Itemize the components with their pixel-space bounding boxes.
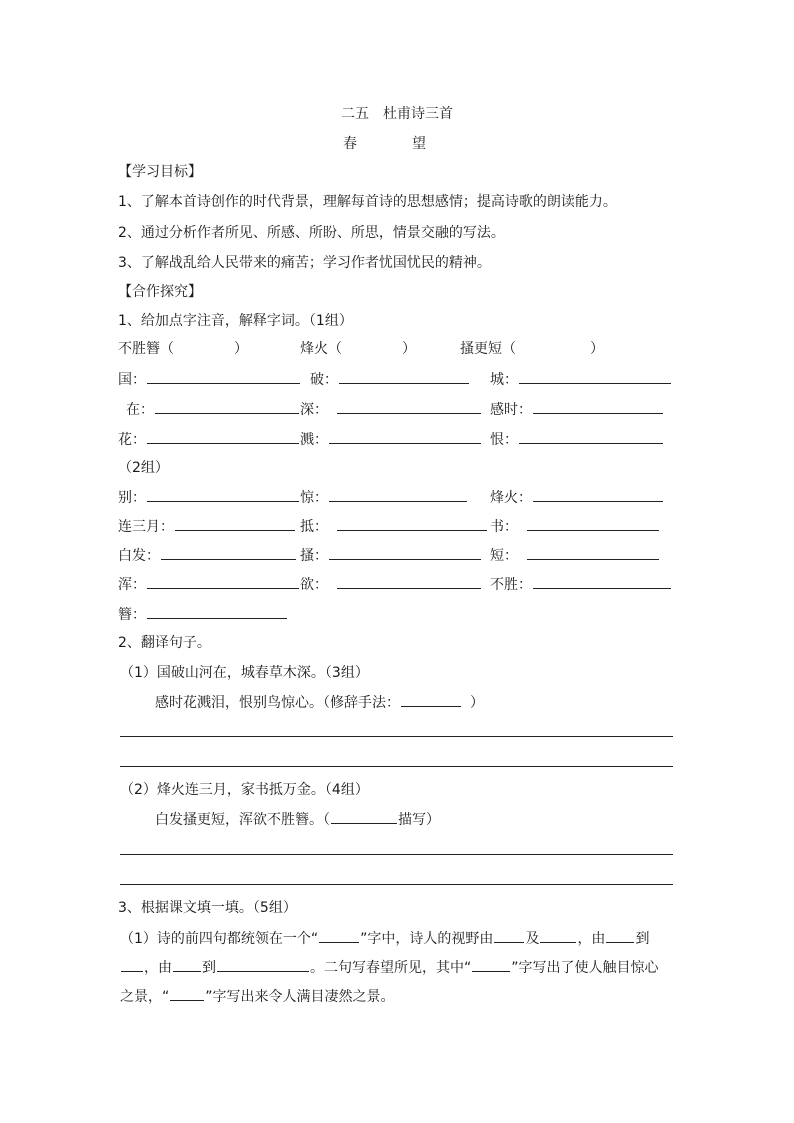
pinyin-word: 烽火（: [300, 341, 342, 357]
pinyin-field: [118, 340, 248, 358]
answer-blank[interactable]: [147, 575, 299, 589]
word-field: [118, 605, 288, 624]
word-label: 搔：: [300, 548, 328, 564]
word-field: [300, 400, 482, 419]
sentence-text: ）: [470, 695, 484, 711]
rhetoric-blank[interactable]: [401, 693, 461, 707]
word-label: 白发：: [118, 548, 160, 564]
word-field: [300, 488, 468, 507]
answer-blank[interactable]: [329, 546, 481, 560]
fill-line-1: [120, 929, 649, 948]
answer-blank[interactable]: [175, 517, 295, 531]
sentence-text: 白发搔更短，浑欲不胜簪。（: [155, 812, 330, 828]
word-field: [118, 488, 300, 507]
word-label: 短：: [490, 548, 518, 564]
fill-blank[interactable]: [121, 958, 143, 972]
word-field: [490, 546, 660, 565]
word-label: 在：: [126, 402, 154, 418]
word-label: 国：: [118, 372, 146, 388]
lesson-title: 二五 杜甫诗三首: [341, 106, 453, 122]
writing-line[interactable]: [120, 854, 673, 855]
question-2: 2、翻译句子。: [118, 635, 211, 651]
word-field: [118, 546, 297, 565]
answer-blank[interactable]: [161, 546, 296, 560]
answer-blank[interactable]: [147, 370, 300, 384]
goal-item: 2、通过分析作者所见、所感、所盼、所思，情景交融的写法。: [118, 225, 505, 241]
fill-text: 到: [202, 960, 216, 976]
translate-sentence-2b: [155, 810, 440, 829]
word-field: [118, 575, 300, 594]
word-label: 破：: [310, 372, 338, 388]
word-field: [118, 430, 300, 449]
fill-blank[interactable]: [472, 958, 510, 972]
fill-text: ”字写出了使人触目惊心: [511, 960, 659, 976]
sentence-text: 描写）: [398, 812, 440, 828]
word-label: 感时：: [490, 402, 532, 418]
word-field: [490, 430, 664, 449]
answer-blank[interactable]: [519, 430, 663, 444]
writing-line[interactable]: [120, 884, 673, 885]
pinyin-close: ）: [590, 341, 604, 357]
description-blank[interactable]: [331, 810, 397, 824]
word-field: [118, 517, 296, 536]
fill-line-2: [120, 958, 659, 977]
answer-blank[interactable]: [337, 517, 487, 531]
word-label: 花：: [118, 432, 146, 448]
goal-item: 1、了解本首诗创作的时代背景，理解每首诗的思想感情；提高诗歌的朗读能力。: [118, 194, 617, 210]
word-label: 溅：: [300, 432, 328, 448]
word-label: 别：: [118, 490, 146, 506]
goal-item: 3、了解战乱给人民带来的痛苦；学习作者忧国忧民的精神。: [118, 255, 491, 271]
word-field: [126, 400, 300, 419]
word-field: [310, 370, 470, 389]
answer-blank[interactable]: [533, 575, 671, 589]
question-1: 1、给加点字注音，解释字词。（1组）: [118, 313, 353, 329]
fill-blank[interactable]: [319, 929, 359, 943]
word-field: [490, 575, 672, 594]
answer-blank[interactable]: [533, 488, 663, 502]
word-field: [490, 488, 664, 507]
sentence-text: 感时花溅泪，恨别鸟惊心。（修辞手法：: [155, 695, 400, 711]
answer-blank[interactable]: [519, 370, 671, 384]
answer-blank[interactable]: [527, 546, 659, 560]
word-label: 惊：: [300, 490, 328, 506]
fill-text: 。二句写春望所见，其中“: [310, 960, 472, 976]
writing-line[interactable]: [120, 766, 673, 767]
word-field: [118, 370, 301, 389]
answer-blank[interactable]: [527, 517, 659, 531]
word-field: [490, 517, 660, 536]
pinyin-field: [300, 340, 416, 358]
answer-blank[interactable]: [337, 400, 481, 414]
explore-heading: 【合作探究】: [118, 284, 202, 300]
fill-text: 及: [525, 931, 540, 947]
translate-sentence-1b: [155, 693, 484, 712]
fill-blank[interactable]: [606, 929, 634, 943]
fill-blank[interactable]: [173, 958, 201, 972]
word-label: 城：: [490, 372, 518, 388]
word-field: [300, 575, 482, 594]
word-label: 恨：: [490, 432, 518, 448]
word-label: 欲：: [300, 577, 328, 593]
pinyin-close: ）: [402, 341, 416, 357]
word-field: [300, 517, 488, 536]
translate-item-1: （1）国破山河在，城春草木深。（3组）: [120, 665, 369, 681]
fill-blank[interactable]: [217, 958, 309, 972]
goals-heading: 【学习目标】: [118, 164, 202, 180]
fill-text: 之景，“: [120, 989, 170, 1005]
word-label: 烽火：: [490, 490, 532, 506]
fill-text: 到: [635, 931, 650, 947]
writing-line[interactable]: [120, 736, 673, 737]
word-field: [490, 370, 672, 389]
fill-text: （1）诗的前四句都统领在一个“: [120, 931, 319, 947]
fill-blank[interactable]: [494, 929, 524, 943]
poem-title-char-1: 春: [343, 136, 357, 152]
word-label: 连三月：: [118, 519, 174, 535]
word-label: 浑：: [118, 577, 146, 593]
fill-blank[interactable]: [170, 987, 204, 1001]
word-label: 深：: [300, 402, 328, 418]
translate-item-2: （2）烽火连三月，家书抵万金。（4组）: [120, 782, 369, 798]
pinyin-word: 搔更短（: [460, 341, 516, 357]
answer-blank[interactable]: [147, 605, 287, 619]
word-field: [300, 546, 482, 565]
fill-text: ”字写出来令人满目凄然之景。: [205, 989, 395, 1005]
word-field: [300, 430, 482, 449]
word-label: 书：: [490, 519, 518, 535]
word-label: 不胜：: [490, 577, 532, 593]
poem-title-char-2: 望: [412, 136, 426, 152]
fill-text: ，由: [577, 931, 606, 947]
fill-text: ”字中，诗人的视野由: [360, 931, 494, 947]
answer-blank[interactable]: [329, 430, 481, 444]
question-3: 3、根据课文填一填。（5组）: [118, 900, 297, 916]
answer-blank[interactable]: [533, 400, 663, 414]
answer-blank[interactable]: [147, 488, 299, 502]
fill-blank[interactable]: [540, 929, 576, 943]
answer-blank[interactable]: [337, 575, 481, 589]
word-label: 抵：: [300, 519, 328, 535]
answer-blank[interactable]: [147, 430, 299, 444]
answer-blank[interactable]: [155, 400, 299, 414]
pinyin-field: [460, 340, 604, 358]
group-2-label: （2组）: [118, 460, 169, 476]
answer-blank[interactable]: [329, 488, 467, 502]
word-field: [490, 400, 664, 419]
fill-line-3: [120, 987, 395, 1006]
answer-blank[interactable]: [339, 370, 469, 384]
word-label: 簪：: [118, 607, 146, 623]
pinyin-close: ）: [234, 341, 248, 357]
fill-text: ，由: [144, 960, 172, 976]
pinyin-word: 不胜簪（: [118, 341, 174, 357]
